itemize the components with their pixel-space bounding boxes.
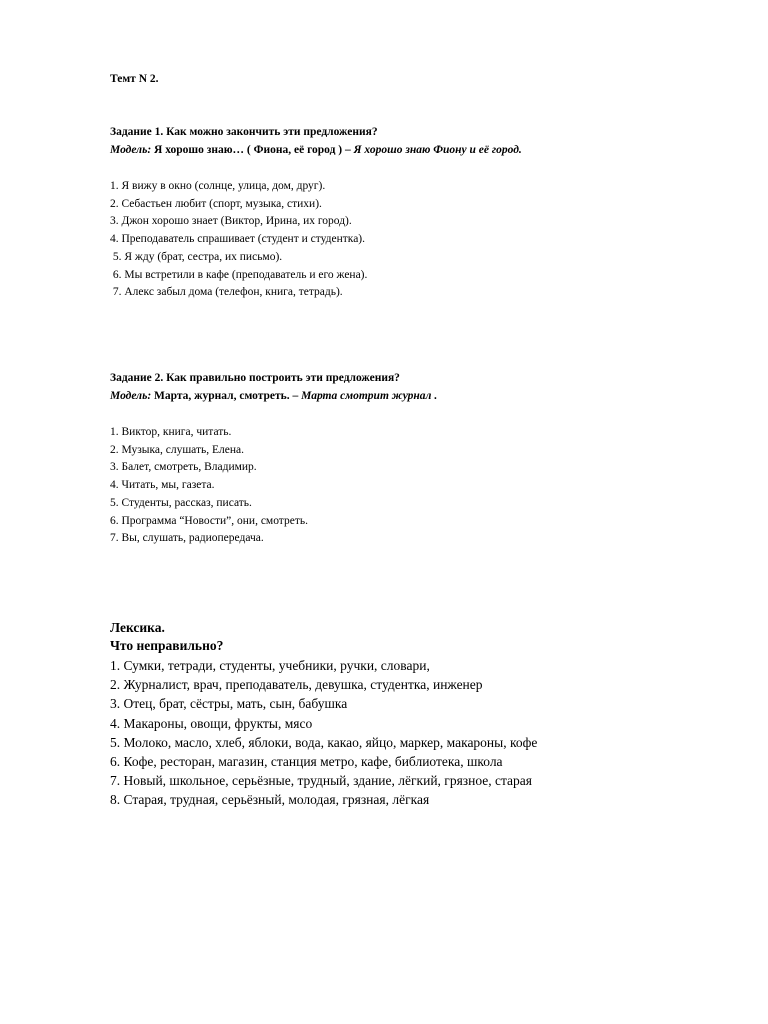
list-item: 7. Новый, школьное, серьёзные, трудный, здание, лёгкий, грязное, старая bbox=[110, 773, 533, 789]
lexicon-heading: Лексика. bbox=[110, 620, 165, 635]
list-item: 4. Макароны, овощи, фрукты, мясо bbox=[110, 715, 313, 731]
list-item: 4. Читать, мы, газета. bbox=[110, 479, 215, 492]
list-item: 5. Молоко, масло, хлеб, яблоки, вода, какао, яйцо, маркер, макароны, кофе bbox=[110, 734, 538, 750]
task2-heading: Задание 2. Как правильно построить эти предложения? bbox=[110, 372, 400, 384]
task2-model-text: Марта, журнал, смотреть. – bbox=[154, 390, 299, 402]
list-item: 1. Я вижу в окно (солнце, улица, дом, друг). bbox=[110, 180, 326, 192]
task1-model bbox=[110, 143, 522, 157]
list-item: 1. Сумки, тетради, студенты, учебники, ручки, словари, bbox=[110, 658, 430, 673]
list-item: 6. Кофе, ресторан, магазин, станция метро, кафе, библиотека, школа bbox=[110, 754, 503, 770]
list-item: 7. Вы, слушать, радиопередача. bbox=[110, 532, 264, 545]
list-item: 3. Балет, смотреть, Владимир. bbox=[110, 461, 257, 474]
list-item: 2. Себастьен любит (спорт, музыка, стихи). bbox=[110, 197, 322, 210]
task2-model bbox=[110, 389, 437, 403]
list-item: 2. Музыка, слушать, Елена. bbox=[110, 443, 245, 456]
list-item: 1. Виктор, книга, читать. bbox=[110, 426, 232, 438]
document-title: Темт N 2. bbox=[110, 73, 159, 85]
list-item: 8. Старая, трудная, серьёзный, молодая, грязная, лёгкая bbox=[110, 792, 430, 808]
task1-model-answer: Я хорошо знаю Фиону и её город. bbox=[353, 144, 522, 156]
lexicon-list bbox=[110, 656, 537, 810]
list-item: 6. Программа “Новости”, они, смотреть. bbox=[110, 514, 308, 527]
task1-list bbox=[110, 178, 367, 302]
task1-heading: Задание 1. Как можно закончить эти предложения? bbox=[110, 126, 378, 138]
task2-list bbox=[110, 424, 308, 548]
task1-model-label: Модель: bbox=[110, 144, 152, 156]
list-item: 5. Я жду (брат, сестра, их письмо). bbox=[110, 250, 283, 263]
lexicon-question: Что неправильно? bbox=[110, 638, 224, 653]
task2-model-answer: Марта смотрит журнал . bbox=[301, 390, 438, 402]
list-item: 5. Студенты, рассказ, писать. bbox=[110, 496, 252, 509]
list-item: 2. Журналист, врач, преподаватель, девушка, студентка, инженер bbox=[110, 677, 483, 693]
list-item: 4. Преподаватель спрашивает (студент и студентка). bbox=[110, 233, 366, 246]
task2-model-label: Модель: bbox=[110, 390, 152, 402]
list-item: 7. Алекс забыл дома (телефон, книга, тетрадь). bbox=[110, 286, 343, 299]
task1-model-text: Я хорошо знаю… ( Фиона, её город ) – bbox=[154, 144, 351, 156]
list-item: 3. Джон хорошо знает (Виктор, Ирина, их город). bbox=[110, 215, 352, 228]
list-item: 6. Мы встретили в кафе (преподаватель и его жена). bbox=[110, 268, 368, 281]
list-item: 3. Отец, брат, сёстры, мать, сын, бабушка bbox=[110, 696, 348, 712]
